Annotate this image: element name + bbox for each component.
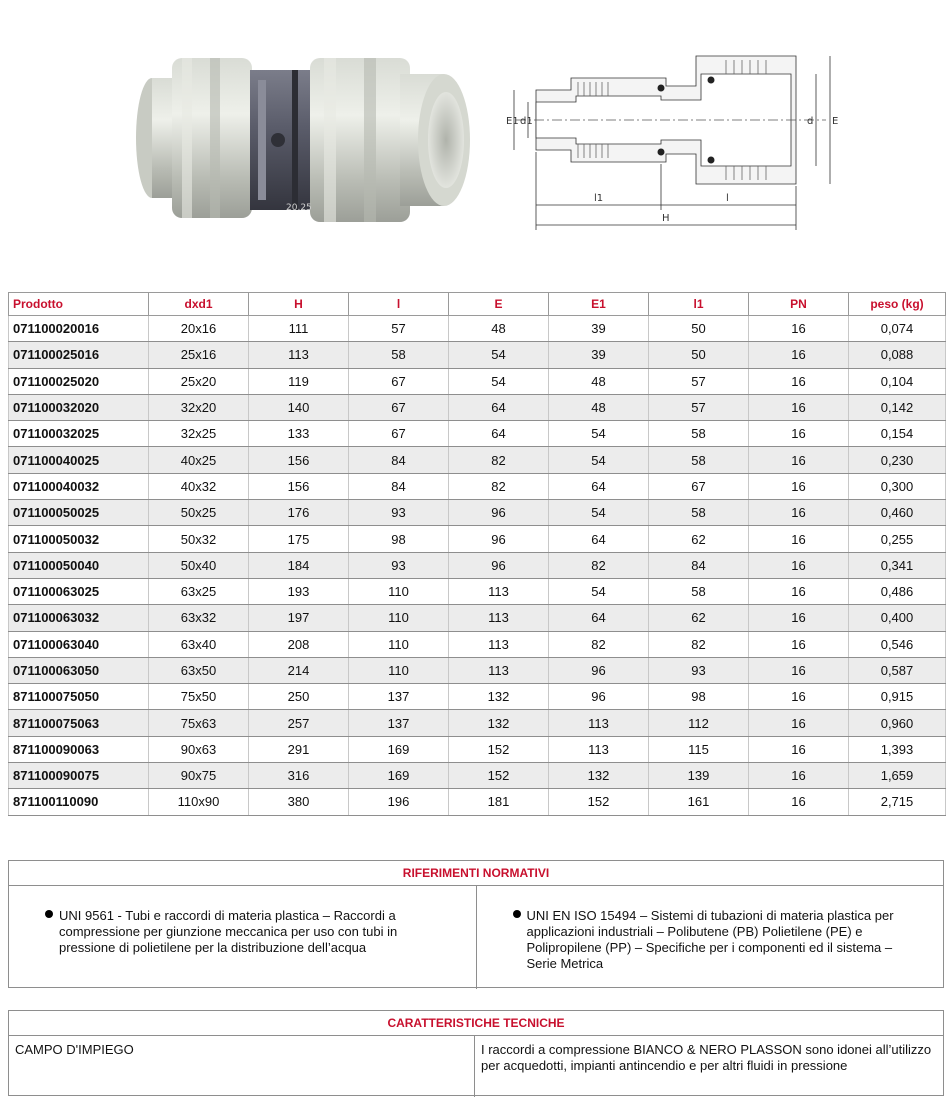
table-cell: 98 — [649, 684, 749, 710]
table-cell: 071100040032 — [9, 473, 149, 499]
normative-right-text: UNI EN ISO 15494 – Sistemi di tubazioni di materia plastica per applicazioni industriali – Polibutene (PB) Polietilene (PE) e Polipropilene (PP) – Specifiche per i componenti ed il sistema – Serie Metrica — [526, 908, 894, 971]
column-header: peso (kg) — [849, 293, 946, 316]
table-cell: 871100075063 — [9, 710, 149, 736]
table-cell: 82 — [549, 631, 649, 657]
table-cell: 63x50 — [149, 657, 249, 683]
table-cell: 58 — [649, 578, 749, 604]
table-cell: 250 — [249, 684, 349, 710]
table-cell: 115 — [649, 736, 749, 762]
table-cell: 93 — [349, 500, 449, 526]
table-row — [9, 368, 946, 394]
table-cell: 071100025016 — [9, 342, 149, 368]
table-cell: 25x20 — [149, 368, 249, 394]
table-row — [9, 500, 946, 526]
table-cell: 112 — [649, 710, 749, 736]
table-cell: 16 — [749, 736, 849, 762]
table-cell: 257 — [249, 710, 349, 736]
table-cell: 133 — [249, 421, 349, 447]
table-cell: 113 — [549, 736, 649, 762]
table-cell: 156 — [249, 473, 349, 499]
table-cell: 871100075050 — [9, 684, 149, 710]
table-cell: 62 — [649, 605, 749, 631]
table-cell: 0,587 — [849, 657, 946, 683]
table-row — [9, 578, 946, 604]
table-cell: 64 — [449, 421, 549, 447]
table-cell: 071100040025 — [9, 447, 149, 473]
table-cell: 48 — [549, 368, 649, 394]
table-cell: 50 — [649, 342, 749, 368]
normative-left — [9, 886, 476, 989]
table-cell: 54 — [549, 421, 649, 447]
table-cell: 0,230 — [849, 447, 946, 473]
table-cell: 0,300 — [849, 473, 946, 499]
table-cell: 071100020016 — [9, 316, 149, 342]
table-cell: 63x40 — [149, 631, 249, 657]
table-cell: 152 — [449, 763, 549, 789]
table-cell: 64 — [549, 473, 649, 499]
table-cell: 0,154 — [849, 421, 946, 447]
table-cell: 1,659 — [849, 763, 946, 789]
table-cell: 32x20 — [149, 394, 249, 420]
table-cell: 176 — [249, 500, 349, 526]
table-cell: 64 — [449, 394, 549, 420]
table-cell: 67 — [349, 368, 449, 394]
normative-references — [8, 860, 944, 988]
table-cell: 90x63 — [149, 736, 249, 762]
table-cell: 208 — [249, 631, 349, 657]
table-row — [9, 605, 946, 631]
table-cell: 50 — [649, 316, 749, 342]
table-cell: 113 — [249, 342, 349, 368]
table-cell: 291 — [249, 736, 349, 762]
normative-right — [476, 886, 944, 989]
table-cell: 110 — [349, 605, 449, 631]
table-cell: 16 — [749, 500, 849, 526]
table-cell: 0,915 — [849, 684, 946, 710]
normative-left-text: UNI 9561 - Tubi e raccordi di materia plastica – Raccordi a compressione per giunzione meccanica per uso con tubi in pressione di polietilene per la distribuzione dell’acqua — [59, 908, 398, 955]
table-row — [9, 631, 946, 657]
table-cell: 58 — [349, 342, 449, 368]
table-cell: 63x32 — [149, 605, 249, 631]
photo-marking: 20.25 — [286, 203, 312, 213]
table-cell: 50x40 — [149, 552, 249, 578]
table-cell: 071100063032 — [9, 605, 149, 631]
table-cell: 16 — [749, 342, 849, 368]
column-header: E1 — [549, 293, 649, 316]
table-cell: 16 — [749, 394, 849, 420]
table-cell: 32x25 — [149, 421, 249, 447]
table-cell: 39 — [549, 316, 649, 342]
table-cell: 64 — [549, 605, 649, 631]
column-header: E — [449, 293, 549, 316]
table-cell: 67 — [649, 473, 749, 499]
table-cell: 132 — [449, 710, 549, 736]
table-row — [9, 789, 946, 815]
table-cell: 196 — [349, 789, 449, 815]
table-header-row — [9, 293, 946, 316]
table-row — [9, 684, 946, 710]
label-l: l — [726, 193, 729, 204]
technical-title: CARATTERISTICHE TECNICHE — [9, 1011, 943, 1036]
table-cell: 64 — [549, 526, 649, 552]
table-row — [9, 394, 946, 420]
table-cell: 197 — [249, 605, 349, 631]
table-cell: 071100063025 — [9, 578, 149, 604]
table-cell: 193 — [249, 578, 349, 604]
table-cell: 16 — [749, 316, 849, 342]
table-cell: 40x25 — [149, 447, 249, 473]
table-cell: 119 — [249, 368, 349, 394]
table-cell: 75x63 — [149, 710, 249, 736]
table-cell: 111 — [249, 316, 349, 342]
table-row — [9, 473, 946, 499]
table-cell: 1,393 — [849, 736, 946, 762]
table-cell: 152 — [449, 736, 549, 762]
table-cell: 0,960 — [849, 710, 946, 736]
table-cell: 156 — [249, 447, 349, 473]
table-cell: 0,400 — [849, 605, 946, 631]
column-header: Prodotto — [9, 293, 149, 316]
table-cell: 184 — [249, 552, 349, 578]
table-cell: 58 — [649, 421, 749, 447]
table-cell: 871100090063 — [9, 736, 149, 762]
table-cell: 58 — [649, 447, 749, 473]
table-cell: 90x75 — [149, 763, 249, 789]
table-cell: 071100025020 — [9, 368, 149, 394]
table-row — [9, 526, 946, 552]
table-cell: 57 — [649, 394, 749, 420]
table-cell: 161 — [649, 789, 749, 815]
table-cell: 50x25 — [149, 500, 249, 526]
table-row — [9, 763, 946, 789]
table-cell: 20x16 — [149, 316, 249, 342]
table-cell: 110 — [349, 578, 449, 604]
table-cell: 071100032020 — [9, 394, 149, 420]
table-cell: 152 — [549, 789, 649, 815]
technical-text: I raccordi a compressione BIANCO & NERO PLASSON sono idonei all’utilizzo per acquedotti, impianti antincendio e per altri fluidi in pressione — [481, 1042, 932, 1073]
table-row — [9, 342, 946, 368]
table-cell: 16 — [749, 526, 849, 552]
table-cell: 54 — [449, 342, 549, 368]
table-cell: 25x16 — [149, 342, 249, 368]
table-cell: 67 — [349, 421, 449, 447]
table-cell: 58 — [649, 500, 749, 526]
table-cell: 316 — [249, 763, 349, 789]
dimensions-table — [8, 292, 946, 816]
table-cell: 40x32 — [149, 473, 249, 499]
table-cell: 2,715 — [849, 789, 946, 815]
table-row — [9, 736, 946, 762]
table-cell: 380 — [249, 789, 349, 815]
table-cell: 0,486 — [849, 578, 946, 604]
fitting-photo — [132, 40, 492, 230]
table-cell: 16 — [749, 789, 849, 815]
table-cell: 169 — [349, 736, 449, 762]
label-E: E — [832, 116, 839, 127]
table-cell: 140 — [249, 394, 349, 420]
table-cell: 871100090075 — [9, 763, 149, 789]
table-cell: 110x90 — [149, 789, 249, 815]
label-l1: l1 — [594, 193, 604, 204]
bullet-icon — [513, 910, 521, 918]
table-cell: 16 — [749, 631, 849, 657]
table-cell: 82 — [549, 552, 649, 578]
label-d: d — [807, 116, 814, 127]
technical-label: CAMPO D'IMPIEGO — [9, 1036, 475, 1097]
table-cell: 57 — [349, 316, 449, 342]
table-cell: 16 — [749, 447, 849, 473]
column-header: l — [349, 293, 449, 316]
table-cell: 0,255 — [849, 526, 946, 552]
table-row — [9, 421, 946, 447]
table-cell: 139 — [649, 763, 749, 789]
table-cell: 16 — [749, 763, 849, 789]
table-row — [9, 316, 946, 342]
table-cell: 96 — [549, 684, 649, 710]
table-cell: 0,088 — [849, 342, 946, 368]
bullet-icon — [45, 910, 53, 918]
technical-characteristics — [8, 1010, 944, 1096]
table-cell: 110 — [349, 657, 449, 683]
table-cell: 214 — [249, 657, 349, 683]
table-cell: 16 — [749, 552, 849, 578]
table-cell: 67 — [349, 394, 449, 420]
label-d1: d1 — [520, 116, 533, 127]
table-cell: 39 — [549, 342, 649, 368]
table-cell: 93 — [649, 657, 749, 683]
table-cell: 16 — [749, 578, 849, 604]
table-cell: 96 — [449, 552, 549, 578]
table-cell: 132 — [449, 684, 549, 710]
normative-title: RIFERIMENTI NORMATIVI — [9, 861, 943, 886]
table-cell: 84 — [349, 447, 449, 473]
table-cell: 175 — [249, 526, 349, 552]
table-cell: 113 — [549, 710, 649, 736]
table-cell: 48 — [549, 394, 649, 420]
table-cell: 110 — [349, 631, 449, 657]
table-cell: 96 — [449, 500, 549, 526]
table-cell: 071100032025 — [9, 421, 149, 447]
table-row — [9, 447, 946, 473]
table-cell: 54 — [549, 578, 649, 604]
table-cell: 871100110090 — [9, 789, 149, 815]
table-cell: 16 — [749, 657, 849, 683]
table-cell: 071100050025 — [9, 500, 149, 526]
table-cell: 16 — [749, 605, 849, 631]
table-cell: 071100050040 — [9, 552, 149, 578]
table-cell: 82 — [449, 473, 549, 499]
table-cell: 169 — [349, 763, 449, 789]
table-cell: 16 — [749, 473, 849, 499]
column-header: l1 — [649, 293, 749, 316]
table-cell: 96 — [549, 657, 649, 683]
technical-drawing — [496, 40, 846, 240]
table-cell: 113 — [449, 657, 549, 683]
table-cell: 137 — [349, 684, 449, 710]
table-cell: 50x32 — [149, 526, 249, 552]
label-H: H — [662, 213, 670, 224]
label-E1: E1 — [506, 116, 519, 127]
table-cell: 071100050032 — [9, 526, 149, 552]
table-cell: 137 — [349, 710, 449, 736]
table-cell: 16 — [749, 368, 849, 394]
table-cell: 113 — [449, 605, 549, 631]
table-cell: 54 — [549, 447, 649, 473]
figure-area — [0, 0, 952, 260]
table-cell: 0,142 — [849, 394, 946, 420]
table-row — [9, 552, 946, 578]
table-cell: 82 — [649, 631, 749, 657]
column-header: PN — [749, 293, 849, 316]
table-cell: 75x50 — [149, 684, 249, 710]
table-cell: 0,546 — [849, 631, 946, 657]
table-cell: 84 — [649, 552, 749, 578]
table-cell: 0,460 — [849, 500, 946, 526]
table-cell: 84 — [349, 473, 449, 499]
table-cell: 98 — [349, 526, 449, 552]
table-cell: 54 — [449, 368, 549, 394]
table-cell: 93 — [349, 552, 449, 578]
table-cell: 16 — [749, 684, 849, 710]
table-cell: 96 — [449, 526, 549, 552]
table-cell: 071100063040 — [9, 631, 149, 657]
table-cell: 82 — [449, 447, 549, 473]
table-cell: 48 — [449, 316, 549, 342]
table-cell: 071100063050 — [9, 657, 149, 683]
table-cell: 0,074 — [849, 316, 946, 342]
table-cell: 132 — [549, 763, 649, 789]
table-cell: 16 — [749, 710, 849, 736]
column-header: H — [249, 293, 349, 316]
table-cell: 0,104 — [849, 368, 946, 394]
table-cell: 181 — [449, 789, 549, 815]
table-cell: 0,341 — [849, 552, 946, 578]
column-header: dxd1 — [149, 293, 249, 316]
table-row — [9, 710, 946, 736]
table-cell: 63x25 — [149, 578, 249, 604]
table-cell: 54 — [549, 500, 649, 526]
table-cell: 113 — [449, 578, 549, 604]
table-cell: 113 — [449, 631, 549, 657]
table-row — [9, 657, 946, 683]
table-cell: 16 — [749, 421, 849, 447]
table-cell: 62 — [649, 526, 749, 552]
table-cell: 57 — [649, 368, 749, 394]
